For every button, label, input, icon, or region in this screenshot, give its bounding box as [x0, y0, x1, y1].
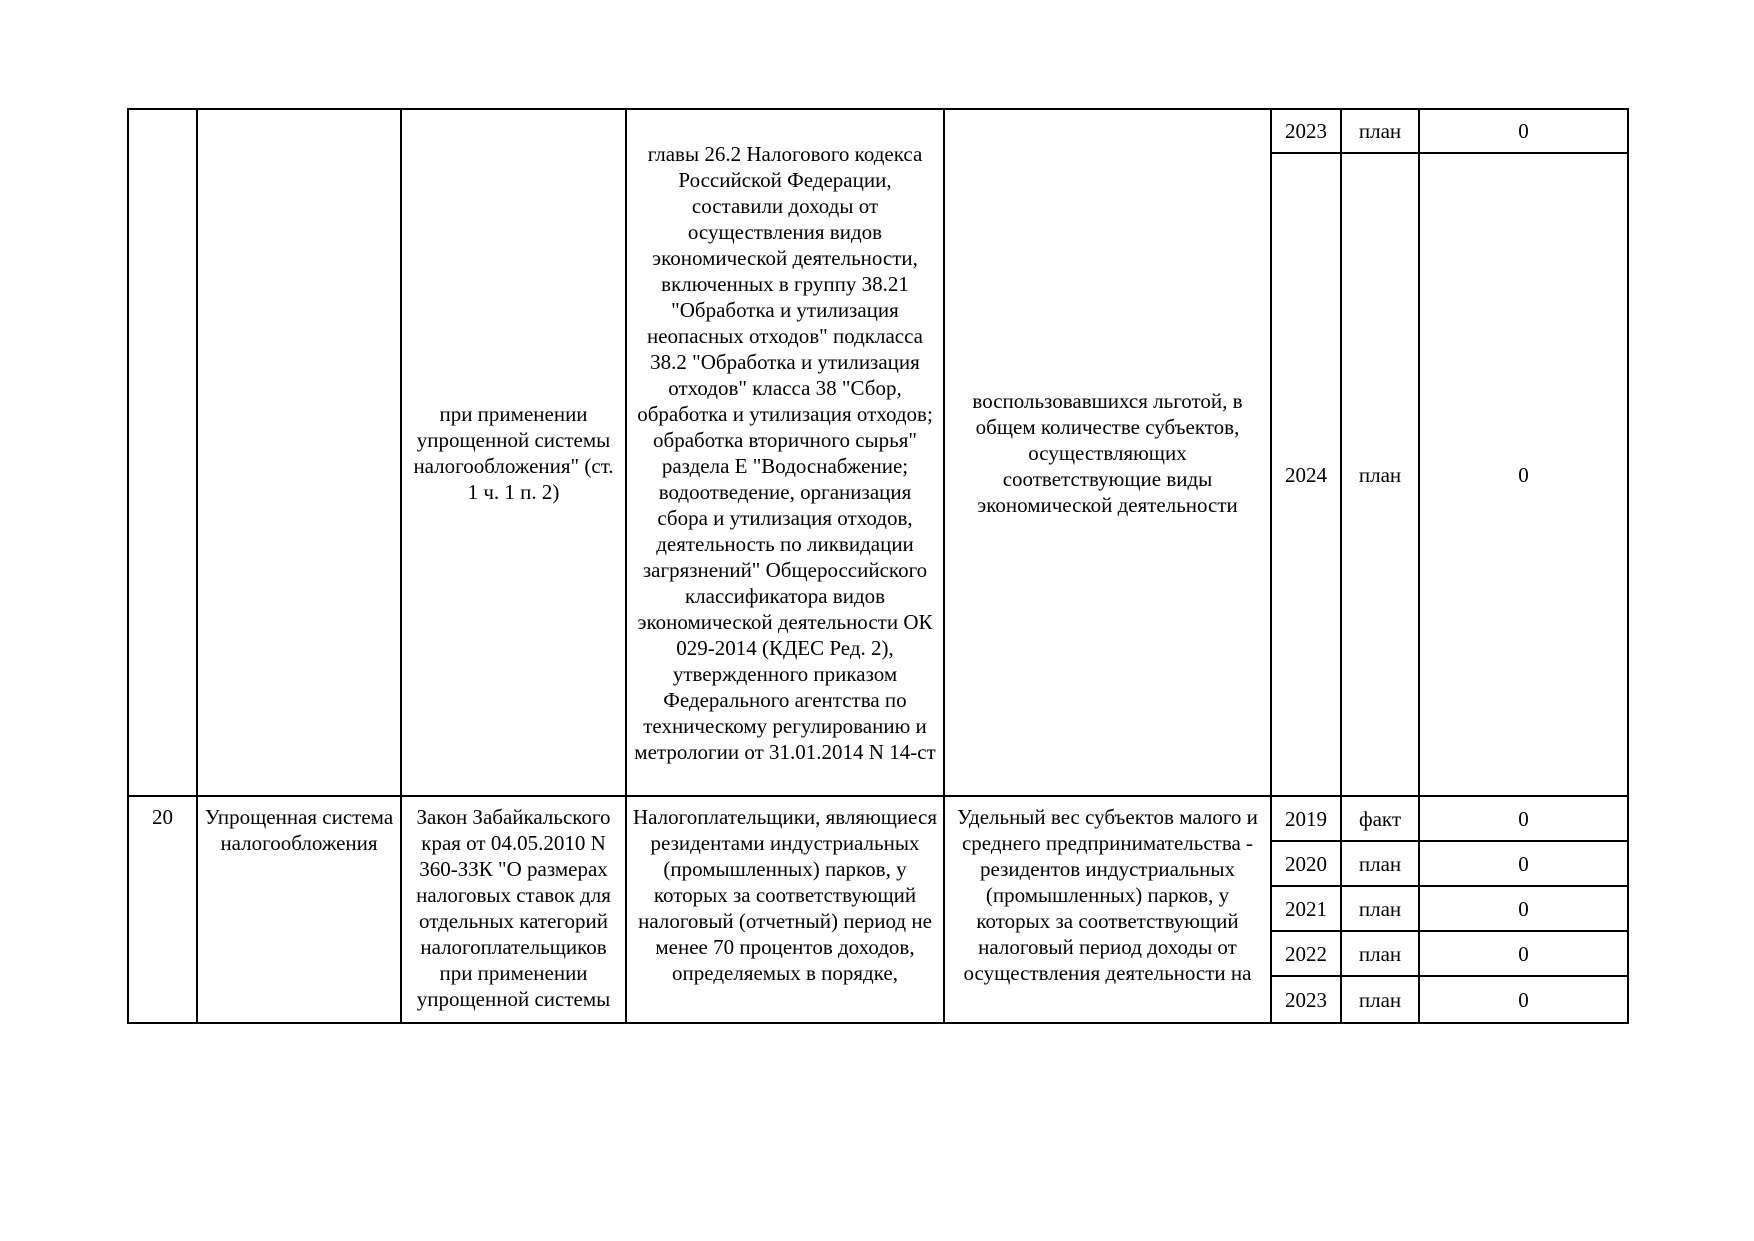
benefit-name-cell — [197, 796, 401, 1023]
plan-fact-cell: план — [1341, 931, 1419, 976]
benefit-name-text: Упрощенная система налогообложения — [204, 804, 394, 855]
plan-fact-cell: план — [1341, 109, 1419, 153]
indicator-cell — [944, 796, 1271, 1023]
value-cell: 0 — [1419, 931, 1628, 976]
indicator-text: воспользовавшихся льготой, в общем количестве субъектов, осуществляющих соответствующие виды экономической деятельности — [972, 388, 1243, 517]
value-cell: 0 — [1419, 886, 1628, 931]
table-row — [128, 109, 1628, 153]
value-cell: 0 — [1419, 153, 1628, 796]
plan-fact-cell: факт — [1341, 796, 1419, 841]
value-cell: 0 — [1419, 796, 1628, 841]
law-basis-text: Закон Забайкальского края от 04.05.2010 N 360-ЗЗК "О размерах налоговых ставок для отдельных категорий налогоплательщиков при применении упрощенной системы — [416, 804, 611, 1011]
plan-fact-cell: план — [1341, 153, 1419, 796]
table-row — [128, 796, 1628, 841]
benefit-number-cell — [128, 109, 197, 796]
plan-fact-cell: план — [1341, 841, 1419, 886]
taxpayer-category-text: главы 26.2 Налогового кодекса Российской Федерации, составили доходы от осуществления видов экономической деятельности, включенных в группу 38.21 "Обработка и утилизация неопасных отходов" подкласса 38.2 "Обработка и утилизация отходов" класса 38 "Сбор, обработка и утилизация отходов; обработка вторичного сырья" раздела Е "Водоснабжение; водоотведение, организация сбора и утилизация отходов, деятельность по ликвидации загрязнений" Общероссийского классификатора видов экономической деятельности ОК 029-2014 (КДЕС Ред. 2), утвержденного приказом Федерального агентства по техническому регулированию и метрологии от 31.01.2014 N 14-ст — [634, 141, 936, 764]
taxpayer-category-cell — [626, 796, 944, 1023]
tax-benefits-table — [127, 108, 1629, 1024]
value-cell: 0 — [1419, 109, 1628, 153]
value-cell: 0 — [1419, 976, 1628, 1023]
plan-fact-cell: план — [1341, 976, 1419, 1023]
year-cell: 2021 — [1271, 886, 1341, 931]
year-cell: 2022 — [1271, 931, 1341, 976]
year-cell: 2020 — [1271, 841, 1341, 886]
law-basis-cell — [401, 109, 626, 796]
benefit-number-cell — [128, 796, 197, 1023]
indicator-cell — [944, 109, 1271, 796]
year-cell: 2019 — [1271, 796, 1341, 841]
plan-fact-cell: план — [1341, 886, 1419, 931]
year-cell: 2024 — [1271, 153, 1341, 796]
taxpayer-category-text: Налогоплательщики, являющиеся резидентами индустриальных (промышленных) парков, у которых за соответствующий налоговый (отчетный) период не менее 70 процентов доходов, определяемых в порядке, — [633, 804, 937, 985]
value-cell: 0 — [1419, 841, 1628, 886]
year-cell: 2023 — [1271, 976, 1341, 1023]
benefit-number-text: 20 — [152, 804, 173, 829]
law-basis-cell — [401, 796, 626, 1023]
taxpayer-category-cell — [626, 109, 944, 796]
law-basis-text: при применении упрощенной системы налогообложения" (ст. 1 ч. 1 п. 2) — [413, 401, 614, 504]
year-cell: 2023 — [1271, 109, 1341, 153]
benefit-name-cell — [197, 109, 401, 796]
indicator-text: Удельный вес субъектов малого и среднего предпринимательства - резидентов индустриальных (промышленных) парков, у которых за соответствующий налоговый период доходы от осуществления деятельности на — [957, 804, 1258, 985]
